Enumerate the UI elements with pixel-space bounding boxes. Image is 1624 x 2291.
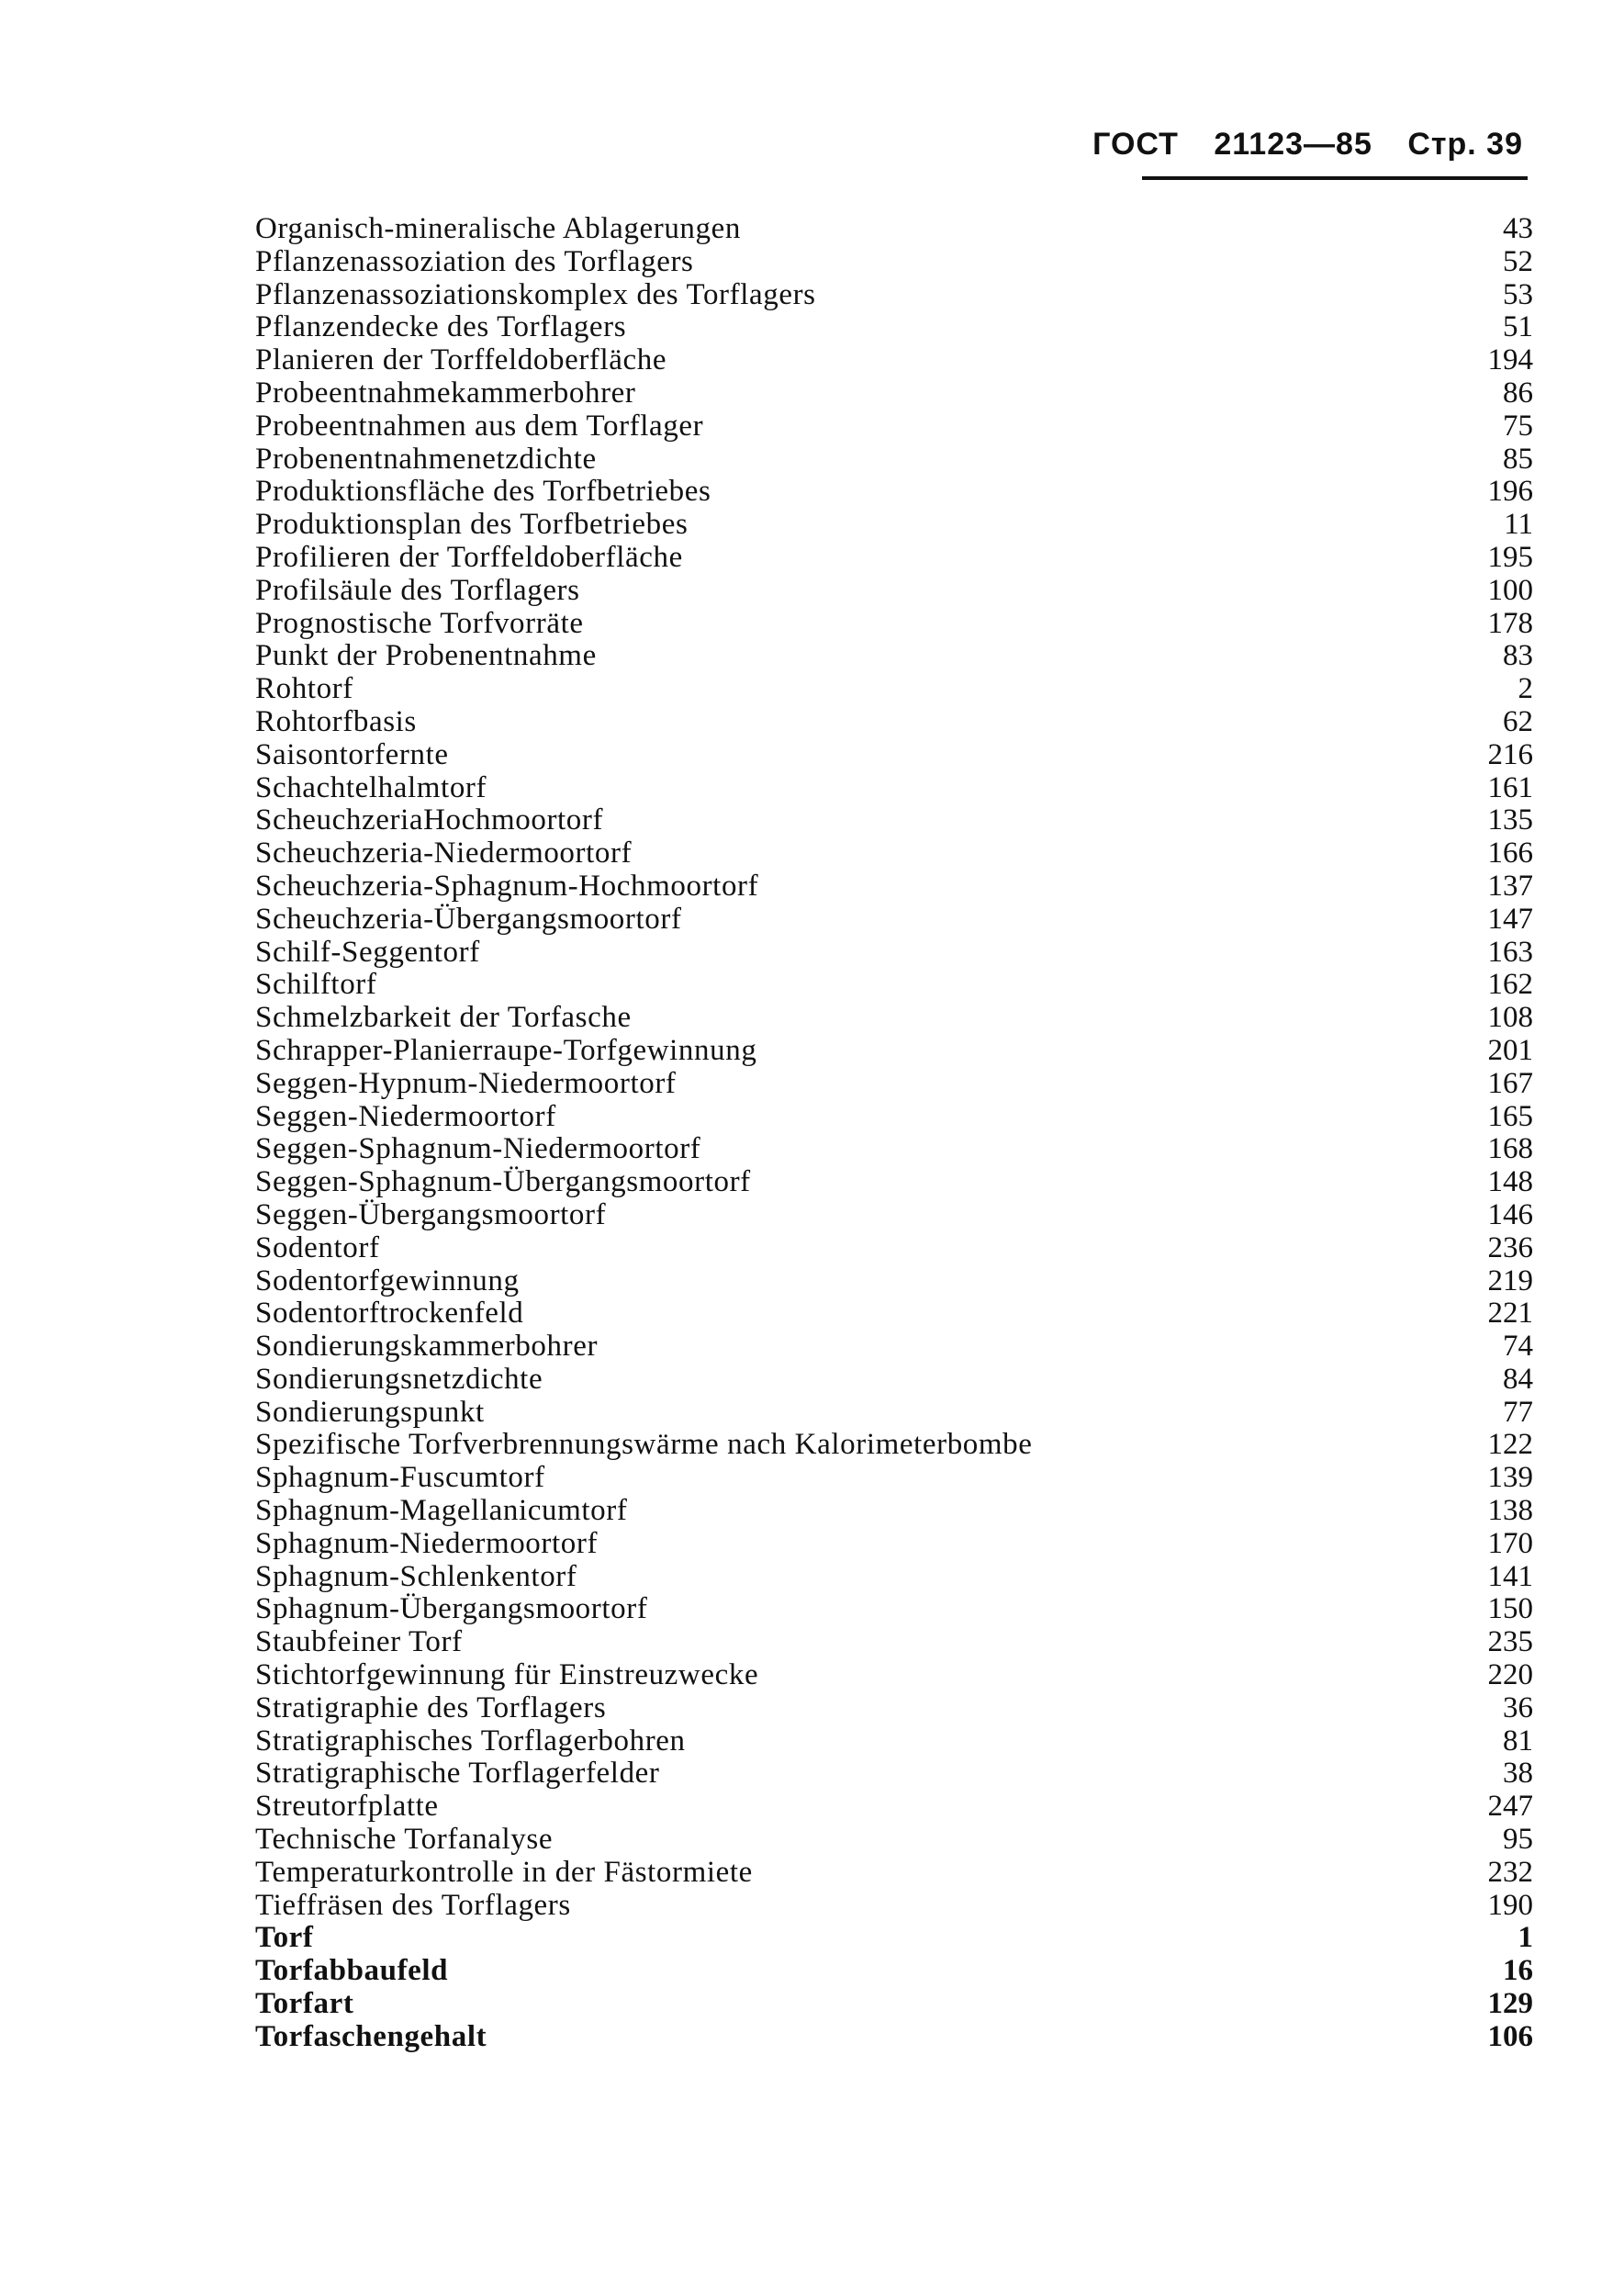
- index-entry: [255, 1824, 1533, 1857]
- index-page-ref: 196: [1487, 475, 1533, 509]
- index-entry: [255, 1297, 1533, 1331]
- index-entry: [255, 1101, 1533, 1134]
- index-page-ref: 161: [1487, 770, 1533, 804]
- index-page-ref: 168: [1487, 1132, 1533, 1166]
- index-term: Sondierungsnetzdichte: [255, 1362, 543, 1396]
- index-entry: [255, 937, 1533, 970]
- index-page-ref: 167: [1487, 1066, 1533, 1100]
- index-page-ref: 129: [1487, 1987, 1533, 2021]
- index-term: Pflanzenassoziationskomplex des Torflagers: [255, 277, 816, 311]
- index-page-ref: 77: [1503, 1395, 1533, 1429]
- index-page-ref: 83: [1503, 639, 1533, 673]
- index-term: Seggen-Sphagnum-Übergangsmoortorf: [255, 1165, 751, 1199]
- index-entry: [255, 1890, 1533, 1923]
- index-entry: [255, 640, 1533, 673]
- index-entry: [255, 772, 1533, 805]
- index-entry: [255, 509, 1533, 542]
- index-term: Schrapper-Planierraupe-Torfgewinnung: [255, 1033, 757, 1067]
- index-page-ref: 221: [1487, 1297, 1533, 1331]
- index-term: Pflanzendecke des Torflagers: [255, 310, 627, 344]
- index-entry: [255, 344, 1533, 377]
- index-page-ref: 106: [1487, 2019, 1533, 2053]
- index-page-ref: 232: [1487, 1855, 1533, 1889]
- index-page-ref: 178: [1487, 606, 1533, 640]
- index-entry: [255, 1528, 1533, 1561]
- index-term: Staubfeiner Torf: [255, 1625, 463, 1659]
- header-rule: [1142, 176, 1528, 180]
- index-page-ref: 163: [1487, 935, 1533, 969]
- index-term: Schachtelhalmtorf: [255, 770, 487, 804]
- alphabetical-index: [255, 213, 1533, 2054]
- index-term: Sodentorfgewinnung: [255, 1263, 520, 1297]
- index-page-ref: 51: [1503, 310, 1533, 344]
- index-term: Profilsäule des Torflagers: [255, 573, 580, 607]
- index-entry: [255, 311, 1533, 344]
- index-entry: [255, 1857, 1533, 1890]
- index-entry: [255, 476, 1533, 509]
- index-term: Seggen-Hypnum-Niedermoortorf: [255, 1066, 677, 1100]
- index-entry: [255, 1199, 1533, 1232]
- page-number: Стр. 39: [1407, 127, 1523, 162]
- index-page-ref: 195: [1487, 540, 1533, 574]
- index-entry: [255, 673, 1533, 706]
- index-entry: [255, 1758, 1533, 1791]
- index-entry: [255, 837, 1533, 870]
- index-term: Temperaturkontrolle in der Fästormiete: [255, 1855, 753, 1889]
- index-term: Scheuchzeria-Niedermoortorf: [255, 837, 633, 870]
- index-term: Torf: [255, 1921, 314, 1955]
- index-term: Probeentnahmekammerbohrer: [255, 376, 636, 410]
- index-entry: [255, 377, 1533, 410]
- index-page-ref: 162: [1487, 968, 1533, 1002]
- index-term: Stratigraphisches Torflagerbohren: [255, 1724, 686, 1758]
- index-entry: [255, 1068, 1533, 1101]
- index-entry: [255, 444, 1533, 477]
- index-page-ref: 190: [1487, 1888, 1533, 1922]
- index-page-ref: 84: [1503, 1362, 1533, 1396]
- index-page-ref: 85: [1503, 442, 1533, 476]
- index-page-ref: 36: [1503, 1690, 1533, 1724]
- index-term: Produktionsplan des Torfbetriebes: [255, 508, 689, 542]
- index-term: Prognostische Torfvorräte: [255, 606, 584, 640]
- index-term: Torfabbaufeld: [255, 1954, 449, 1988]
- index-term: Organisch-mineralische Ablagerungen: [255, 212, 741, 245]
- index-entry: [255, 1166, 1533, 1199]
- index-term: Sondierungspunkt: [255, 1395, 485, 1429]
- index-entry: [255, 542, 1533, 575]
- index-page-ref: 201: [1487, 1033, 1533, 1067]
- index-term: Pflanzenassoziation des Torflagers: [255, 244, 694, 278]
- index-entry: [255, 279, 1533, 312]
- index-entry: [255, 1462, 1533, 1495]
- index-page-ref: 52: [1503, 244, 1533, 278]
- index-entry: [255, 1659, 1533, 1692]
- index-page-ref: 166: [1487, 837, 1533, 870]
- index-entry: [255, 2021, 1533, 2054]
- index-entry: [255, 969, 1533, 1002]
- index-page-ref: 137: [1487, 869, 1533, 903]
- index-term: Sodentorf: [255, 1230, 380, 1264]
- index-page-ref: 219: [1487, 1263, 1533, 1297]
- index-entry: [255, 1922, 1533, 1955]
- index-page-ref: 146: [1487, 1197, 1533, 1231]
- index-term: Sphagnum-Niedermoortorf: [255, 1526, 599, 1560]
- index-term: Seggen-Niedermoortorf: [255, 1099, 556, 1133]
- index-page-ref: 38: [1503, 1757, 1533, 1791]
- index-term: Seggen-Sphagnum-Niedermoortorf: [255, 1132, 701, 1166]
- index-entry: [255, 1561, 1533, 1594]
- index-entry: [255, 246, 1533, 279]
- index-page-ref: 62: [1503, 704, 1533, 738]
- index-entry: [255, 870, 1533, 904]
- index-entry: [255, 410, 1533, 444]
- index-page-ref: 95: [1503, 1823, 1533, 1857]
- index-term: Tieffräsen des Torflagers: [255, 1888, 571, 1922]
- index-term: Produktionsfläche des Torfbetriebes: [255, 475, 711, 509]
- index-entry: [255, 1626, 1533, 1659]
- index-page-ref: 235: [1487, 1625, 1533, 1659]
- index-term: Probenentnahmenetzdichte: [255, 442, 597, 476]
- index-term: Rohtorf: [255, 672, 353, 706]
- index-page-ref: 141: [1487, 1559, 1533, 1593]
- index-term: Saisontorfernte: [255, 737, 449, 771]
- index-page-ref: 170: [1487, 1526, 1533, 1560]
- index-entry: [255, 804, 1533, 837]
- index-entry: [255, 1331, 1533, 1364]
- index-entry: [255, 739, 1533, 772]
- index-term: Sphagnum-Fuscumtorf: [255, 1461, 545, 1495]
- index-term: Stratigraphie des Torflagers: [255, 1690, 607, 1724]
- index-term: Schilftorf: [255, 968, 377, 1002]
- index-term: Sphagnum-Übergangsmoortorf: [255, 1592, 648, 1626]
- index-term: Sondierungskammerbohrer: [255, 1330, 599, 1364]
- index-page-ref: 53: [1503, 277, 1533, 311]
- index-page-ref: 148: [1487, 1165, 1533, 1199]
- index-term: ScheuchzeriaHochmoortorf: [255, 803, 604, 837]
- index-entry: [255, 1692, 1533, 1725]
- index-page-ref: 86: [1503, 376, 1533, 410]
- index-term: Schilf-Seggentorf: [255, 935, 480, 969]
- index-term: Sphagnum-Schlenkentorf: [255, 1559, 577, 1593]
- index-term: Torfart: [255, 1987, 354, 2021]
- index-entry: [255, 1002, 1533, 1035]
- index-page-ref: 220: [1487, 1658, 1533, 1692]
- index-term: Scheuchzeria-Übergangsmoortorf: [255, 902, 682, 936]
- index-term: Punkt der Probenentnahme: [255, 639, 597, 673]
- index-page-ref: 147: [1487, 902, 1533, 936]
- index-page-ref: 216: [1487, 737, 1533, 771]
- index-term: Stratigraphische Torflagerfelder: [255, 1757, 660, 1791]
- index-page-ref: 150: [1487, 1592, 1533, 1626]
- index-page-ref: 165: [1487, 1099, 1533, 1133]
- index-entry: [255, 1593, 1533, 1626]
- index-page-ref: 81: [1503, 1724, 1533, 1758]
- index-page-ref: 43: [1503, 212, 1533, 245]
- index-entry: [255, 1988, 1533, 2021]
- index-page-ref: 122: [1487, 1428, 1533, 1462]
- index-page-ref: 139: [1487, 1461, 1533, 1495]
- index-term: Technische Torfanalyse: [255, 1823, 554, 1857]
- index-entry: [255, 706, 1533, 739]
- index-page-ref: 138: [1487, 1494, 1533, 1528]
- index-term: Rohtorfbasis: [255, 704, 417, 738]
- index-page-ref: 2: [1518, 672, 1533, 706]
- index-page-ref: 100: [1487, 573, 1533, 607]
- index-entry: [255, 1035, 1533, 1068]
- index-entry: [255, 1397, 1533, 1430]
- index-entry: [255, 1725, 1533, 1758]
- standard-label: ГОСТ: [1092, 127, 1179, 162]
- index-page-ref: 16: [1503, 1954, 1533, 1988]
- index-term: Torfaschengehalt: [255, 2019, 487, 2053]
- index-entry: [255, 1429, 1533, 1462]
- index-term: Probeentnahmen aus dem Torflager: [255, 409, 704, 443]
- index-page-ref: 135: [1487, 803, 1533, 837]
- index-page-ref: 247: [1487, 1790, 1533, 1824]
- index-entry: [255, 904, 1533, 937]
- index-page-ref: 74: [1503, 1330, 1533, 1364]
- index-entry: [255, 1955, 1533, 1988]
- index-term: Spezifische Torfverbrennungswärme nach Kalorimeterbombe: [255, 1428, 1033, 1462]
- index-term: Sodentorftrockenfeld: [255, 1297, 524, 1331]
- page-header: [1092, 127, 1523, 163]
- index-term: Schmelzbarkeit der Torfasche: [255, 1001, 632, 1035]
- index-entry: [255, 1232, 1533, 1265]
- index-page-ref: 108: [1487, 1001, 1533, 1035]
- index-entry: [255, 1364, 1533, 1397]
- index-page-ref: 75: [1503, 409, 1533, 443]
- index-term: Profilieren der Torffeldoberfläche: [255, 540, 683, 574]
- index-entry: [255, 213, 1533, 246]
- index-entry: [255, 1495, 1533, 1528]
- index-entry: [255, 575, 1533, 608]
- index-entry: [255, 1133, 1533, 1166]
- index-term: Seggen-Übergangsmoortorf: [255, 1197, 607, 1231]
- index-term: Stichtorfgewinnung für Einstreuzwecke: [255, 1658, 759, 1692]
- index-page-ref: 236: [1487, 1230, 1533, 1264]
- index-entry: [255, 608, 1533, 641]
- index-term: Sphagnum-Magellanicumtorf: [255, 1494, 628, 1528]
- index-entry: [255, 1265, 1533, 1298]
- index-term: Scheuchzeria-Sphagnum-Hochmoortorf: [255, 869, 759, 903]
- index-term: Streutorfplatte: [255, 1790, 439, 1824]
- standard-number: 21123—85: [1214, 127, 1372, 162]
- index-page-ref: 194: [1487, 343, 1533, 377]
- index-page-ref: 11: [1504, 508, 1533, 542]
- index-page-ref: 1: [1518, 1921, 1533, 1955]
- index-entry: [255, 1791, 1533, 1824]
- index-term: Planieren der Torffeldoberfläche: [255, 343, 667, 377]
